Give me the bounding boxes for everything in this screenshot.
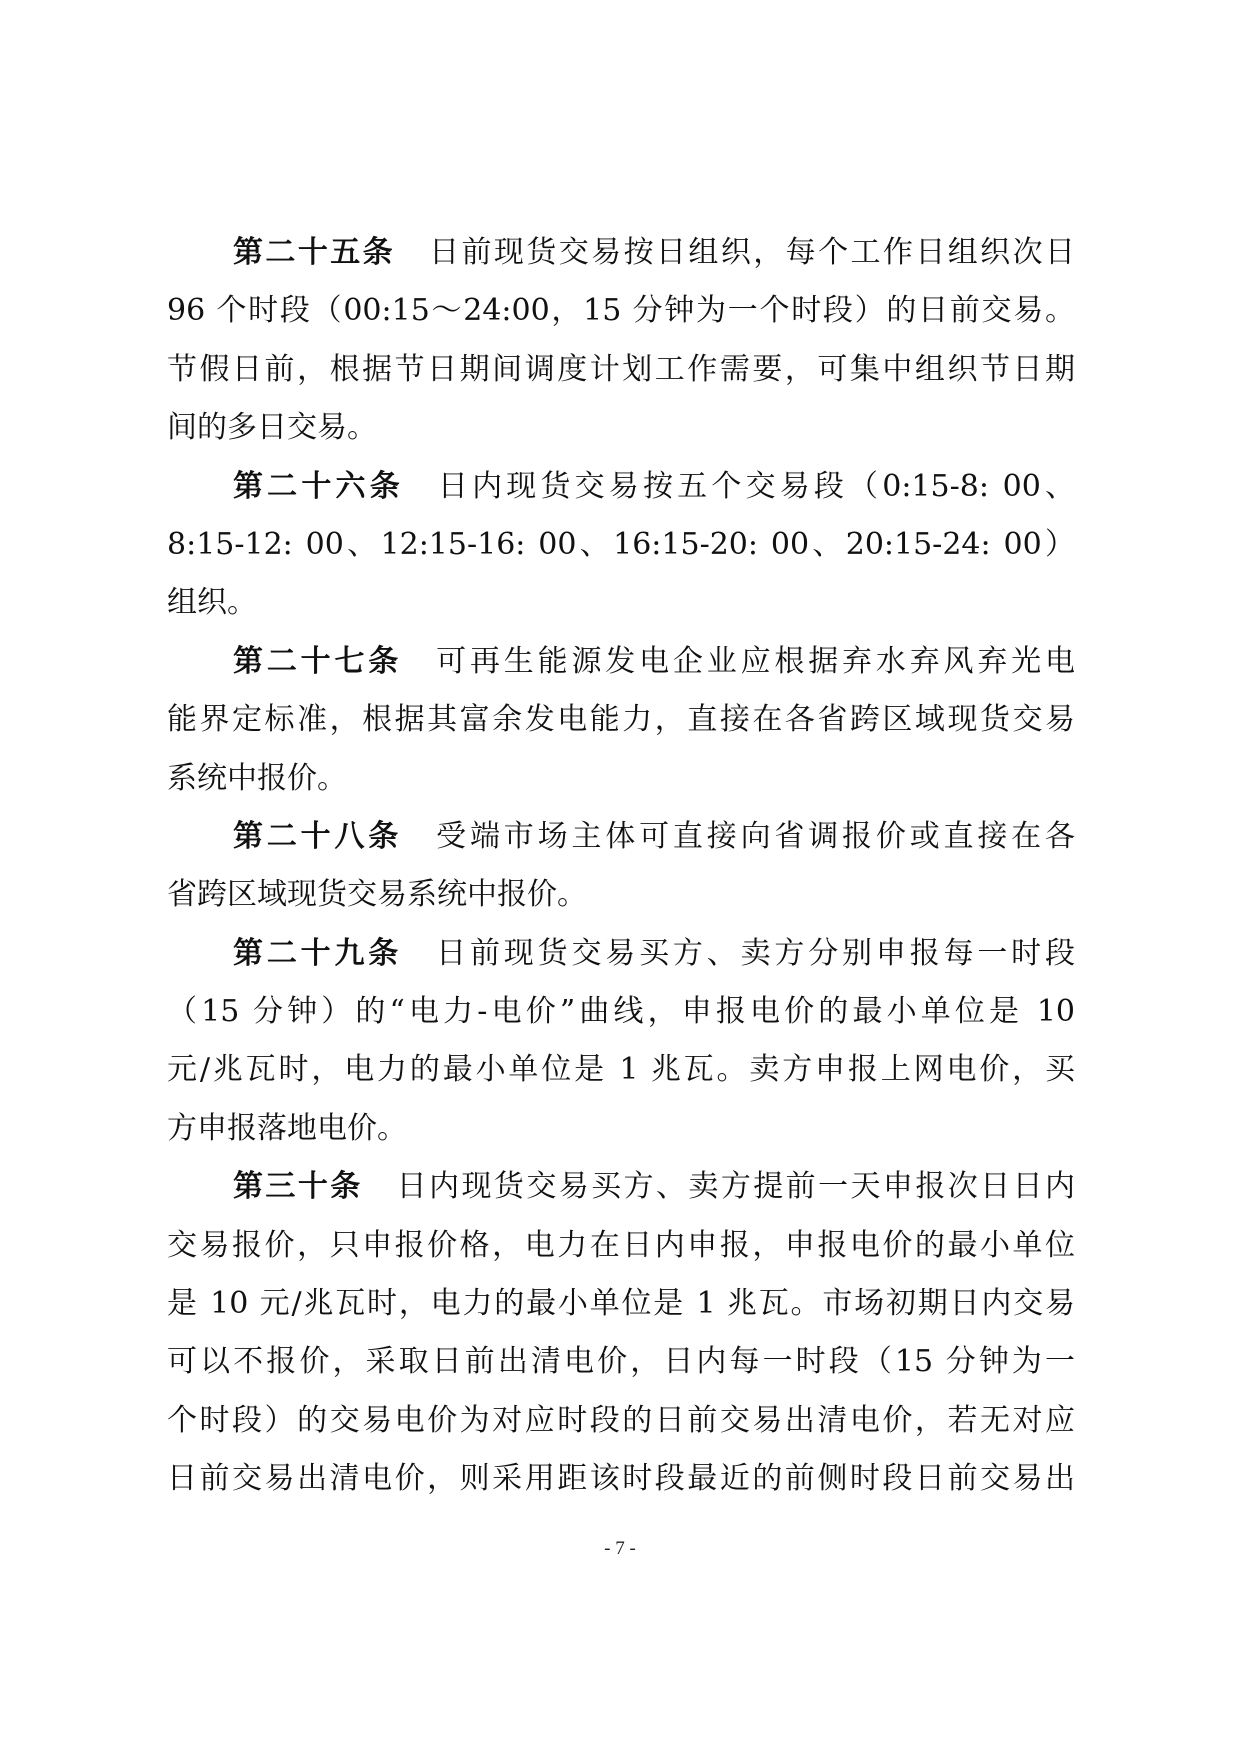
article-line <box>167 633 1075 691</box>
article-text: 日前现货交易按日组织，每个工作日组织次日 <box>429 235 1075 270</box>
article-label: 第二十五条 <box>233 235 396 270</box>
article-label: 第二十九条 <box>233 935 403 971</box>
article-text: 日内现货交易买方、卖方提前一天申报次日日内 <box>396 1169 1075 1205</box>
article-line <box>167 808 1075 866</box>
article-text: 日前现货交易买方、卖方分别申报每一时段 <box>436 935 1075 971</box>
article-line: （15 分钟）的“电力-电价”曲线，申报电价的最小单位是 10 <box>167 994 1075 1030</box>
article-line: 日前交易出清电价，则采用距该时段最近的前侧时段日前交易出 <box>167 1461 1075 1497</box>
article-text: 日内现货交易按五个交易段（0:15-8: 00、 <box>437 468 1075 504</box>
article-text: 受端市场主体可直接向省调报价或直接在各 <box>436 818 1075 854</box>
article-label: 第二十七条 <box>233 643 403 679</box>
article-line: 96 个时段（00:15～24:00，15 分钟为一个时段）的日前交易。 <box>167 293 1075 329</box>
article-line: 8:15-12: 00、12:15-16: 00、16:15-20: 00、20:15-24: 00） <box>167 526 1075 562</box>
article-line: 可以不报价，采取日前出清电价，日内每一时段（15 分钟为一 <box>167 1344 1075 1380</box>
article-line: 组织。 <box>167 585 257 621</box>
article-line: 是 10 元/兆瓦时，电力的最小单位是 1 兆瓦。市场初期日内交易 <box>167 1286 1075 1322</box>
article-line <box>167 1158 1075 1216</box>
article-line: 个时段）的交易电价为对应时段的日前交易出清电价，若无对应 <box>167 1402 1075 1438</box>
article-line <box>167 925 1075 983</box>
article-label: 第三十条 <box>233 1169 363 1205</box>
page-number: - 7 - <box>604 1538 636 1559</box>
article-line: 间的多日交易。 <box>167 410 377 446</box>
article-label: 第二十六条 <box>233 468 404 504</box>
article-line: 能界定标准，根据其富余发电能力，直接在各省跨区域现货交易 <box>167 702 1075 738</box>
article-label: 第二十八条 <box>233 818 403 854</box>
article-line: 交易报价，只申报价格，电力在日内申报，申报电价的最小单位 <box>167 1227 1075 1263</box>
article-text: 可再生能源发电企业应根据弃水弃风弃光电 <box>436 643 1075 679</box>
article-line: 元/兆瓦时，电力的最小单位是 1 兆瓦。卖方申报上网电价，买 <box>167 1052 1075 1088</box>
article-line: 方申报落地电价。 <box>167 1110 407 1146</box>
article-line <box>167 224 1075 282</box>
article-line: 省跨区域现货交易系统中报价。 <box>167 877 587 913</box>
document-body <box>167 224 1075 1509</box>
article-line: 节假日前，根据节日期间调度计划工作需要，可集中组织节日期 <box>167 351 1075 387</box>
article-line <box>167 458 1075 516</box>
article-line: 系统中报价。 <box>167 760 347 796</box>
